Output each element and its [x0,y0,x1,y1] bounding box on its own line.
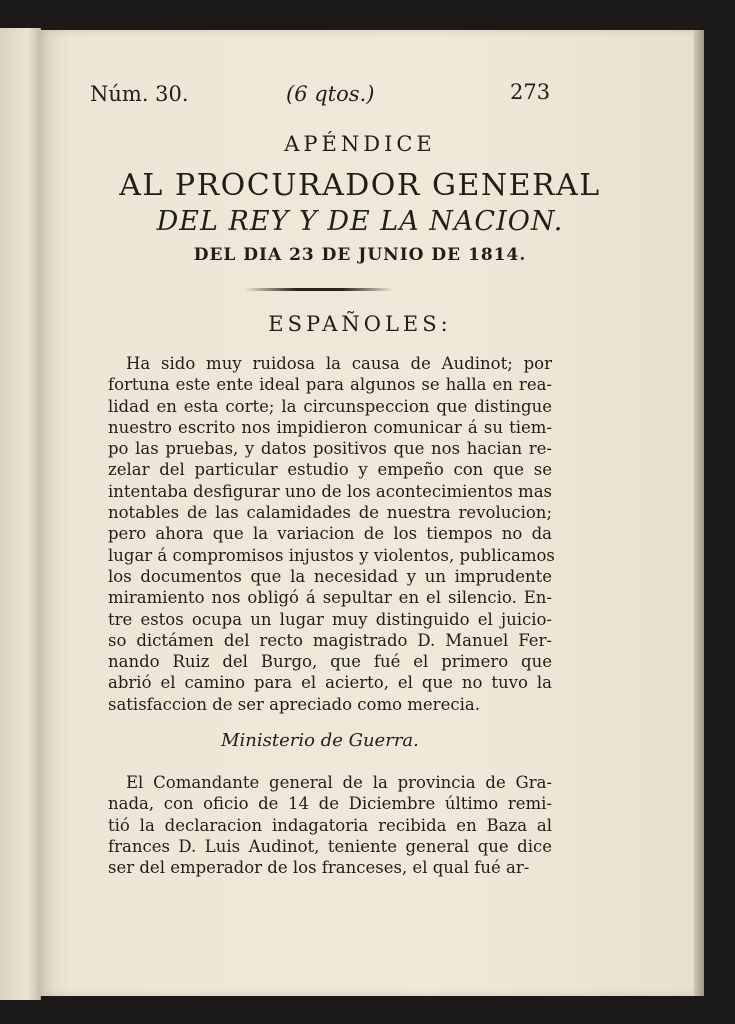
apendice-heading: APÉNDICE [284,132,436,156]
text-line: miramiento nos obligó á sepultar en el silencio. En- [108,588,552,608]
text-line: los documentos que la necesidad y un imprudente [108,566,552,586]
page-subtitle: DEL REY Y DE LA NACION. [156,206,564,237]
page-edge-shadow [694,30,704,996]
text-line: nuestro escrito nos impidieron comunicar á su tiem- [108,417,552,437]
facing-page-edge [0,28,41,1000]
text-line: notables de las calamidades de nuestra revolucion; [108,503,552,523]
paragraph-intro [108,353,555,715]
text-line: po las pruebas, y datos positivos que nos hacian re- [108,439,552,459]
text-line: ser del emperador de los franceses, el qual fué ar- [108,858,530,878]
text-line: lugar á compromisos injustos y violentos, publicamos [108,545,555,565]
text-line: tre estos ocupa un lugar muy distinguido el juicio- [108,609,552,629]
paragraph-ministerio [108,772,552,878]
page-title: AL PROCURADOR GENERAL [119,168,601,203]
text-line: lidad en esta corte; la circunspeccion que distingue [108,396,552,416]
running-head [0,82,735,116]
text-line: El Comandante general de la provincia de Gra- [126,773,552,792]
text-line: nada, con oficio de 14 de Diciembre último remi- [108,794,552,814]
section-title: Ministerio de Guerra. [221,730,419,751]
ornamental-rule [244,288,394,291]
text-line: abrió el camino para el acierto, el que no tuvo la [108,673,552,693]
text-line: satisfaccion de ser apreciado como merecia. [108,694,480,714]
text-line: nando Ruiz del Burgo, que fué el primero que [108,652,552,672]
text-line: intentaba desfigurar uno de los acontecimientos mas [108,481,552,501]
dateline: DEL DIA 23 DE JUNIO DE 1814. [193,245,527,265]
text-line: Ha sido muy ruidosa la causa de Audinot; por [126,354,552,373]
text-line: frances D. Luis Audinot, teniente general que dice [108,836,552,856]
quires-note: (6 qtos.) [286,82,375,106]
text-line: tió la declaracion indagatoria recibida en Baza al [108,815,552,835]
salutation: ESPAÑOLES: [268,312,452,336]
text-line: fortuna este ente ideal para algunos se halla en rea- [108,375,552,395]
page-number: 273 [510,80,551,104]
text-line: zelar del particular estudio y empeño con que se [108,460,552,480]
issue-number: Núm. 30. [90,82,189,106]
text-line: so dictámen del recto magistrado D. Manuel Fer- [108,630,552,650]
text-line: pero ahora que la variacion de los tiempos no da [108,524,552,544]
